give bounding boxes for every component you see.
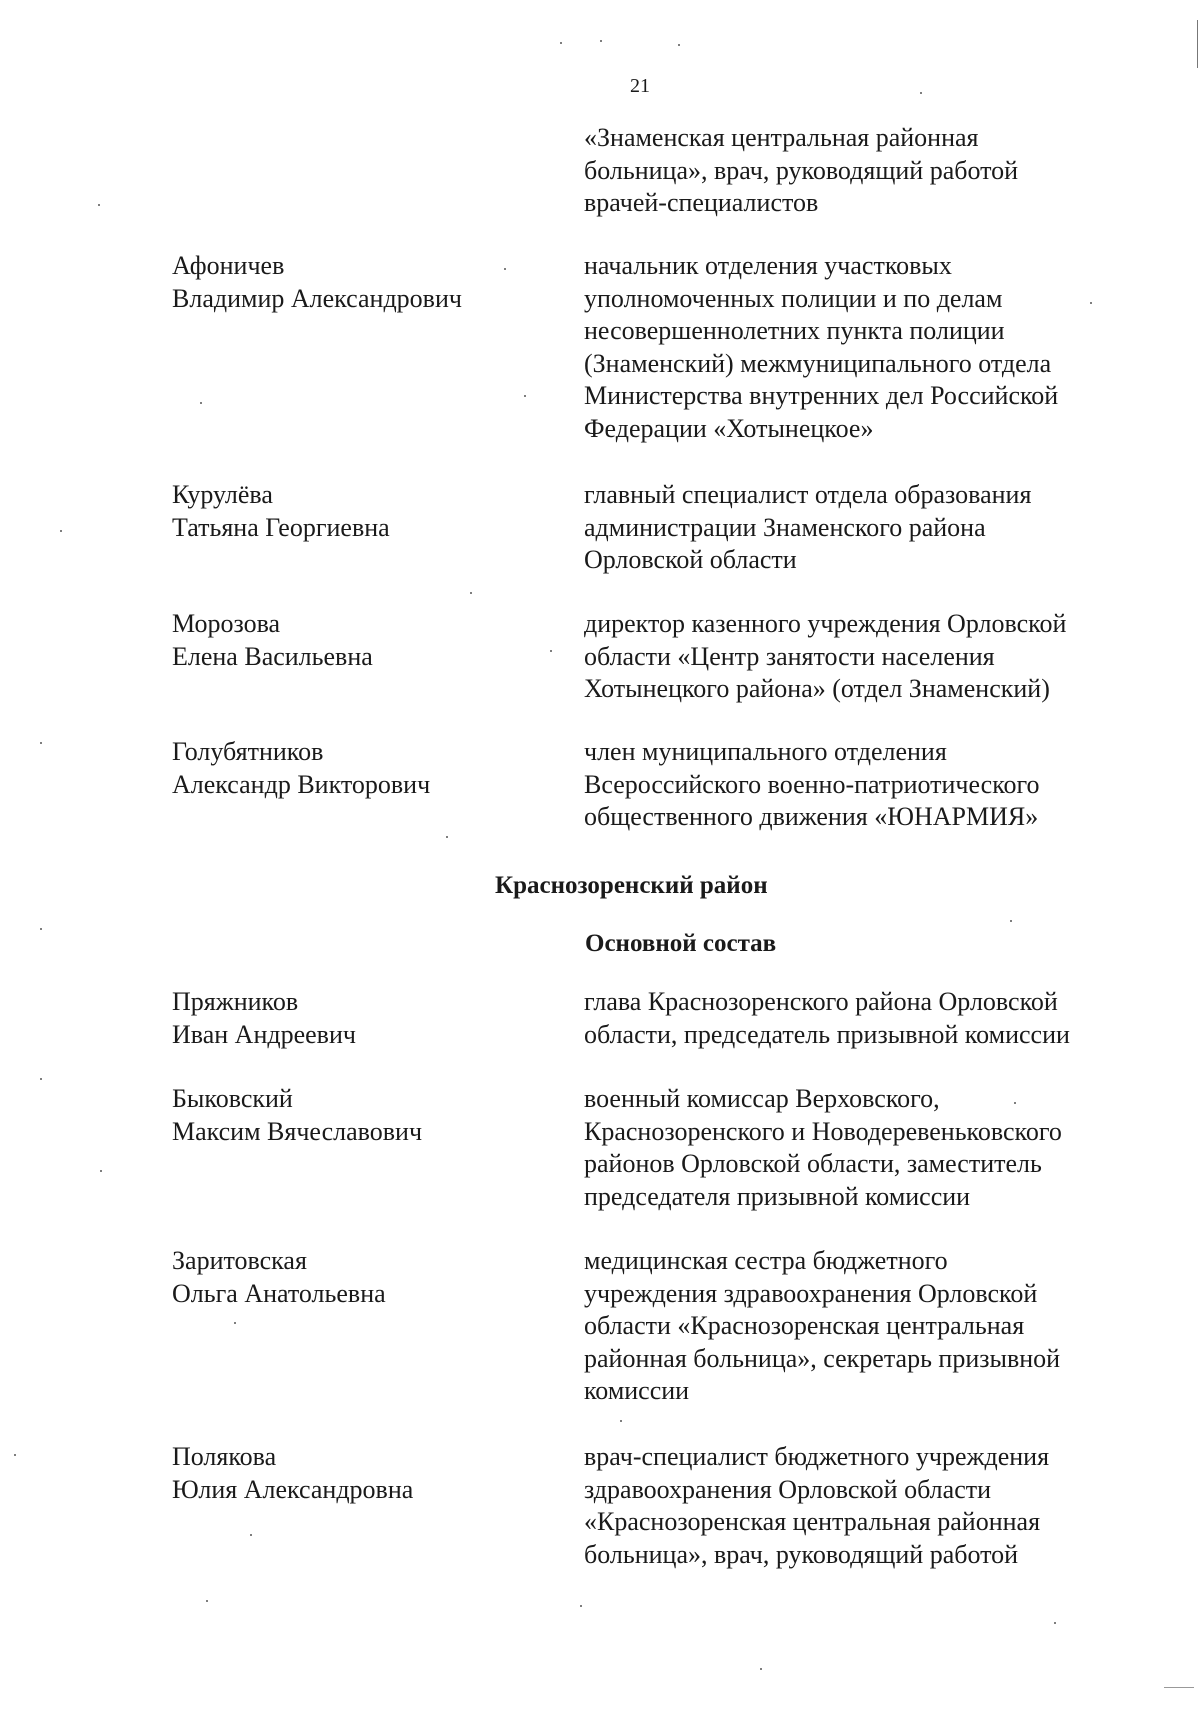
continued-duty-text: «Знаменская центральная районная больница», врач, руководящий работой врачей-специалистов (584, 123, 1019, 217)
member-duty: директор казенного учреждения Орловской области «Центр занятости населения Хотынецкого района» (отдел Знаменский) (584, 609, 1067, 703)
scan-speck (1014, 1102, 1016, 1104)
scan-speck (504, 268, 506, 270)
scan-speck (920, 92, 922, 94)
member-duty: член муниципального отделения Всероссийского военно-патриотического общественного движения «ЮНАРМИЯ» (584, 737, 1040, 831)
member-name: Морозова Елена Васильевна (172, 609, 373, 671)
member-name: Полякова Юлия Александровна (172, 1442, 414, 1504)
scan-speck (250, 1534, 252, 1536)
composition-heading: Основной состав (585, 930, 777, 957)
page-number: 21 (630, 75, 650, 97)
member-duty: врач-специалист бюджетного учреждения здравоохранения Орловской области «Краснозоренская центральная районная больница», врач, руководящий работой (584, 1442, 1050, 1569)
district-heading: Краснозоренский район (495, 872, 768, 899)
scan-speck (446, 836, 448, 838)
scan-speck (760, 1668, 762, 1670)
member-name: Пряжников Иван Андреевич (172, 987, 356, 1049)
member-duty: начальник отделения участковых уполномоченных полиции и по делам несовершеннолетних пункта полиции (Знаменский) межмуниципального отдела Министерства внутренних дел Российской Федерации «Хотынецкое» (584, 251, 1059, 443)
scan-speck (40, 742, 42, 744)
scan-speck (550, 650, 552, 652)
scan-edge-mark (1197, 20, 1198, 68)
scan-speck (1010, 920, 1012, 922)
scan-speck (600, 40, 602, 42)
scan-speck (40, 928, 42, 930)
member-name: Голубятников Александр Викторович (172, 737, 431, 799)
scan-speck (580, 1605, 582, 1607)
scan-speck (1090, 302, 1092, 304)
scan-speck (200, 402, 202, 404)
scan-speck (620, 1420, 622, 1422)
scan-speck (98, 204, 100, 206)
scan-speck (206, 1600, 208, 1602)
scan-speck (1054, 1622, 1056, 1624)
member-duty: медицинская сестра бюджетного учреждения здравоохранения Орловской области «Краснозоренская центральная районная больница», секретарь призывной комиссии (584, 1246, 1061, 1405)
member-name: Афоничев Владимир Александрович (172, 251, 462, 313)
scan-corner-mark (1164, 1687, 1194, 1688)
scan-speck (40, 1078, 42, 1080)
member-duty: глава Краснозоренского района Орловской области, председатель призывной комиссии (584, 987, 1070, 1049)
scan-speck (560, 42, 562, 44)
scan-speck (524, 395, 526, 397)
member-duty: главный специалист отдела образования администрации Знаменского района Орловской области (584, 480, 1032, 574)
scan-speck (60, 530, 62, 532)
scan-speck (100, 1170, 102, 1172)
member-name: Заритовская Ольга Анатольевна (172, 1246, 386, 1308)
scan-speck (14, 1454, 16, 1456)
member-name: Быковский Максим Вячеславович (172, 1084, 423, 1146)
scan-speck (470, 592, 472, 594)
scan-speck (234, 1322, 236, 1324)
member-name: Курулёва Татьяна Георгиевна (172, 480, 390, 542)
member-duty: военный комиссар Верховского, Краснозоренского и Новодеревеньковского районов Орловской области, заместитель председателя призывной комиссии (584, 1084, 1062, 1211)
scan-speck (678, 44, 680, 46)
